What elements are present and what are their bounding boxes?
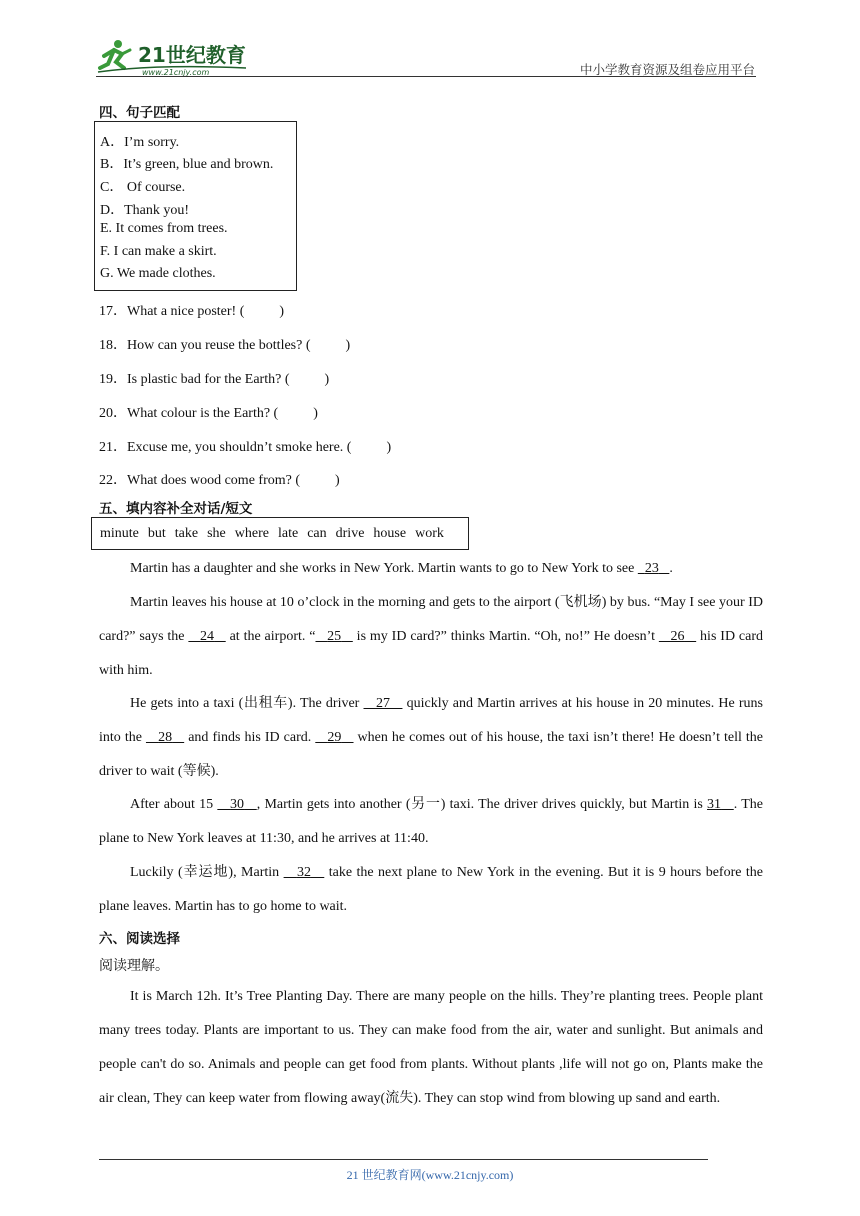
section6-subtitle: 阅读理解。	[99, 959, 169, 974]
passage-text: .	[669, 561, 673, 576]
passage-text: and finds his ID card.	[184, 730, 316, 745]
blank-32	[284, 865, 325, 880]
passage-text: , Martin gets into another (另一) taxi. The driver drives quickly, but Martin is	[256, 797, 708, 812]
question-18: 18．How can you reuse the bottles? ( )	[99, 338, 351, 353]
question-22: 22．What does wood come from? ( )	[99, 473, 340, 488]
footer-text: 21 世纪教育网(www.21cnjy.com)	[346, 1168, 514, 1182]
word-bank-word: but	[147, 526, 166, 541]
blank-number: 26	[670, 629, 685, 644]
blank-24	[188, 629, 225, 644]
option-g: G. We made clothes.	[100, 266, 216, 281]
word-bank-word: drive	[335, 526, 365, 541]
logo-url: www.21cnjy.com	[142, 68, 210, 77]
blank-number: 25	[327, 629, 342, 644]
runner-logo-icon	[96, 38, 266, 78]
passage-paragraph-2	[99, 586, 763, 688]
passage-text: After about 15	[130, 797, 218, 812]
footer-divider	[99, 1159, 708, 1160]
passage-paragraph-5	[99, 856, 763, 924]
passage-text: his ID card with him.	[99, 629, 764, 678]
passage-text: . The plane to New York leaves at 11:30, and he arrives at 11:40.	[99, 797, 763, 846]
passage-text: He gets into a taxi (出租车). The driver	[130, 696, 364, 711]
blank-23	[638, 561, 670, 576]
blank-26	[659, 629, 696, 644]
blank-31	[707, 797, 734, 812]
logo-text: 21世纪教育	[138, 43, 246, 67]
section5-title: 五、填内容补全对话/短文	[99, 501, 253, 517]
blank-27	[364, 696, 403, 711]
option-d: D．Thank you!	[100, 203, 190, 218]
word-bank	[91, 517, 469, 550]
word-bank-word: take	[174, 526, 199, 541]
option-c: C． Of course.	[100, 180, 186, 195]
passage-text: when he comes out of his house, the taxi isn’t there! He doesn’t tell the driver to wait (等候).	[99, 730, 764, 779]
question-19: 19．Is plastic bad for the Earth? ( )	[99, 372, 330, 387]
blank-29	[315, 730, 353, 745]
header-divider	[96, 76, 756, 77]
blank-25	[315, 629, 352, 644]
passage-text: quickly and Martin arrives at his house in 20 minutes. He runs into the	[99, 696, 763, 745]
passage-text: take the next plane to New York in the evening. But it is 9 hours before the plane leaves. Martin has to go home to wait.	[99, 865, 763, 914]
word-bank-word: late	[277, 526, 299, 541]
word-bank-word: minute	[100, 526, 139, 541]
question-20: 20．What colour is the Earth? ( )	[99, 406, 318, 421]
site-logo	[96, 38, 266, 78]
passage-paragraph-1	[99, 552, 763, 586]
blank-number: 28	[158, 730, 173, 745]
blank-30	[217, 797, 256, 812]
blank-number: 27	[375, 696, 390, 711]
section4-title: 四、句子匹配	[99, 105, 180, 121]
passage-text: Martin leaves his house at 10 o’clock in the morning and gets to the airport (飞机场) by bus. “May I see your ID card?” says the	[99, 595, 763, 644]
question-17: 17．What a nice poster! ( )	[99, 304, 285, 319]
option-a: A．I’m sorry.	[100, 135, 180, 150]
word-bank-word: house	[373, 526, 407, 541]
passage-text: at the airport. “	[225, 629, 316, 644]
option-f: F. I can make a skirt.	[100, 244, 217, 259]
word-bank-word: work	[415, 526, 444, 541]
passage-text: Luckily (幸运地), Martin	[130, 865, 284, 880]
passage-paragraph-4	[99, 788, 763, 856]
word-bank-word: can	[307, 526, 327, 541]
blank-number: 24	[200, 629, 215, 644]
question-21: 21．Excuse me, you shouldn’t smoke here. ( )	[99, 440, 392, 455]
blank-28	[146, 730, 184, 745]
blank-number: 31	[707, 797, 722, 812]
section6-title: 六、阅读选择	[99, 931, 180, 947]
options-box	[94, 121, 297, 291]
blank-number: 29	[327, 730, 342, 745]
blank-number: 32	[296, 865, 311, 880]
blank-number: 23	[644, 561, 659, 576]
passage-paragraph-3	[99, 687, 763, 789]
passage-text: is my ID card?” thinks Martin. “Oh, no!” He doesn’t	[352, 629, 659, 644]
word-bank-word: she	[207, 526, 226, 541]
reading-paragraph: It is March 12h. It’s Tree Planting Day. There are many people on the hills. They’re planting trees. People plant many trees today. Plants are important to us. They can make food from the air, water and sunlight. But animals and people can't do so. Animals and people can get food from plants. Without plants ,life will not go on, Plants make the air clean, They can keep water from flowing away(流失). They can stop wind from blowing up sand and earth.	[99, 989, 763, 1106]
blank-number: 30	[230, 797, 245, 812]
passage-text: Martin has a daughter and she works in New York. Martin wants to go to New York to see	[130, 561, 638, 576]
option-b: B．It’s green, blue and brown.	[100, 157, 274, 172]
header-platform-text: 中小学教育资源及组卷应用平台	[579, 63, 755, 77]
option-e: E. It comes from trees.	[100, 221, 228, 236]
word-bank-word: where	[234, 526, 269, 541]
